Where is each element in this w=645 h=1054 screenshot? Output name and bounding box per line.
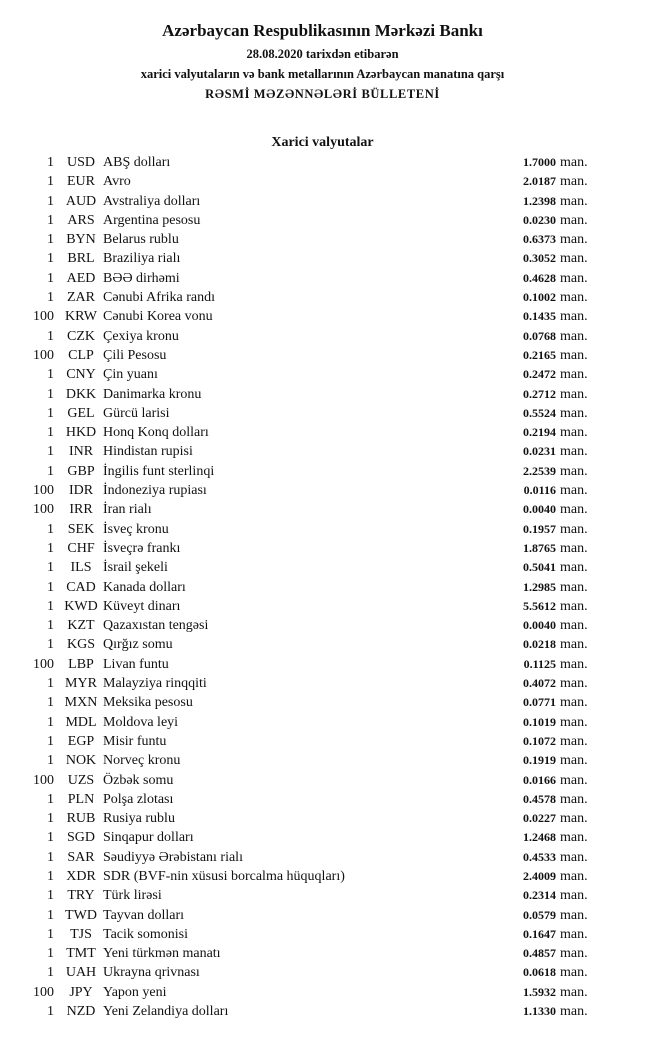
currency-code: UZS	[67, 772, 95, 788]
currency-name: Braziliya rialı	[103, 251, 181, 267]
rate-unit: man.	[560, 425, 588, 441]
currency-code: TJS	[70, 926, 92, 942]
rate-row	[0, 288, 645, 307]
currency-code: EUR	[67, 174, 95, 190]
currency-name: Küveyt dinarı	[103, 598, 181, 614]
rate-unit: man.	[560, 618, 588, 634]
currency-code: ARS	[67, 212, 95, 228]
rate-nominal: 1	[47, 733, 54, 749]
currency-code: GBP	[67, 463, 95, 479]
exchange-rate: 0.0116	[523, 483, 556, 498]
rate-row	[0, 886, 645, 905]
rate-unit: man.	[560, 598, 588, 614]
currency-code: RUB	[66, 811, 96, 827]
rate-nominal: 1	[47, 598, 54, 614]
rate-unit: man.	[560, 637, 588, 653]
currency-code: UAH	[65, 965, 97, 981]
exchange-rate: 0.0768	[523, 328, 556, 343]
rate-row	[0, 751, 645, 770]
exchange-rate: 0.0771	[523, 695, 556, 710]
rate-nominal: 1	[47, 270, 54, 286]
exchange-rate: 0.4072	[523, 676, 556, 691]
exchange-rate: 0.1919	[523, 753, 556, 768]
rate-nominal: 1	[47, 946, 54, 962]
exchange-rate: 0.1125	[523, 656, 556, 671]
currency-name: Yeni türkmən manatı	[103, 946, 221, 962]
currency-name: Qazaxıstan tengəsi	[103, 618, 209, 634]
exchange-rate: 0.1002	[523, 290, 556, 305]
exchange-rate: 0.5041	[523, 560, 556, 575]
currency-name: Ukrayna qrivnası	[103, 965, 200, 981]
currency-name: Belarus rublu	[103, 232, 179, 248]
rate-nominal: 1	[47, 174, 54, 190]
currency-code: BRL	[67, 251, 95, 267]
rate-nominal: 1	[47, 579, 54, 595]
currency-name: İngilis funt sterlinqi	[103, 463, 215, 479]
currency-code: MXN	[64, 695, 98, 711]
rate-nominal: 1	[47, 560, 54, 576]
rate-nominal: 1	[47, 907, 54, 923]
rate-unit: man.	[560, 907, 588, 923]
rate-unit: man.	[560, 290, 588, 306]
exchange-rate: 0.0040	[523, 502, 556, 517]
rate-nominal: 1	[47, 251, 54, 267]
exchange-rate: 0.5524	[523, 405, 556, 420]
currency-code: SAR	[67, 849, 95, 865]
currency-name: Çexiya kronu	[103, 328, 179, 344]
currency-name: Gürcü larisi	[103, 405, 170, 421]
currency-name: Çili Pesosu	[103, 347, 167, 363]
currency-name: Meksika pesosu	[103, 695, 193, 711]
currency-name: Norveç kronu	[103, 753, 181, 769]
exchange-rate: 1.2985	[523, 579, 556, 594]
currency-name: Çin yuanı	[103, 367, 158, 383]
rate-row	[0, 249, 645, 268]
exchange-rate: 1.2468	[523, 830, 556, 845]
currency-code: SEK	[67, 521, 95, 537]
currency-name: Tayvan dolları	[103, 907, 185, 923]
rate-row	[0, 346, 645, 365]
rate-unit: man.	[560, 347, 588, 363]
effective-date: 28.08.2020 tarixdən etibarən	[246, 47, 399, 61]
rate-unit: man.	[560, 984, 588, 1000]
exchange-rate: 0.4533	[523, 849, 556, 864]
rate-nominal: 1	[47, 463, 54, 479]
rate-row	[0, 153, 645, 172]
rate-nominal: 1	[47, 965, 54, 981]
rate-row	[0, 983, 645, 1002]
rate-row	[0, 616, 645, 635]
currency-name: Danimarka kronu	[103, 386, 202, 402]
rate-nominal: 100	[33, 656, 54, 672]
rate-row	[0, 732, 645, 751]
currency-name: Honq Konq dolları	[103, 425, 209, 441]
rate-nominal: 1	[47, 926, 54, 942]
rate-row	[0, 578, 645, 597]
rate-row	[0, 192, 645, 211]
rate-nominal: 1	[47, 193, 54, 209]
exchange-rate: 0.6373	[523, 232, 556, 247]
currency-code: INR	[68, 444, 94, 460]
rate-nominal: 1	[47, 212, 54, 228]
currency-code: LBP	[68, 656, 94, 672]
rate-nominal: 1	[47, 386, 54, 402]
section-title: Xarici valyutalar	[271, 135, 374, 150]
exchange-rate: 1.8765	[523, 540, 556, 555]
rate-unit: man.	[560, 926, 588, 942]
exchange-rate: 0.4578	[523, 791, 556, 806]
exchange-rate: 0.0230	[523, 212, 556, 227]
rate-row	[0, 828, 645, 847]
currency-name: Misir funtu	[103, 733, 167, 749]
rate-row	[0, 655, 645, 674]
rate-row	[0, 327, 645, 346]
rate-nominal: 100	[33, 772, 54, 788]
rate-unit: man.	[560, 521, 588, 537]
currency-name: Yapon yeni	[103, 984, 167, 1000]
rate-unit: man.	[560, 733, 588, 749]
exchange-rate: 0.1072	[523, 733, 556, 748]
rate-unit: man.	[560, 270, 588, 286]
rate-nominal: 1	[47, 444, 54, 460]
rate-row	[0, 867, 645, 886]
currency-code: EGP	[67, 733, 95, 749]
rate-nominal: 1	[47, 367, 54, 383]
rate-row	[0, 385, 645, 404]
currency-code: MYR	[65, 676, 97, 692]
rate-row	[0, 172, 645, 191]
rate-row	[0, 520, 645, 539]
rate-unit: man.	[560, 193, 588, 209]
rate-unit: man.	[560, 946, 588, 962]
rate-unit: man.	[560, 560, 588, 576]
exchange-rate: 1.1330	[523, 1004, 556, 1019]
currency-code: KGS	[66, 637, 95, 653]
rate-unit: man.	[560, 463, 588, 479]
currency-code: TRY	[67, 888, 95, 904]
exchange-rate: 0.1435	[523, 309, 556, 324]
currency-code: MDL	[65, 714, 97, 730]
rate-nominal: 1	[47, 888, 54, 904]
rate-nominal: 1	[47, 830, 54, 846]
currency-code: USD	[66, 155, 95, 170]
rate-nominal: 100	[33, 984, 54, 1000]
currency-code: AUD	[65, 193, 97, 209]
rate-nominal: 1	[47, 714, 54, 730]
rate-unit: man.	[560, 811, 588, 827]
exchange-rate: 0.2314	[523, 888, 556, 903]
rate-unit: man.	[560, 830, 588, 846]
exchange-rate: 0.0040	[523, 618, 556, 633]
rate-nominal: 1	[47, 328, 54, 344]
rate-unit: man.	[560, 328, 588, 344]
rate-row	[0, 539, 645, 558]
exchange-rate: 0.2165	[523, 347, 556, 362]
rate-row	[0, 713, 645, 732]
rate-row	[0, 500, 645, 519]
currency-name: Moldova leyi	[103, 714, 179, 730]
rate-nominal: 1	[47, 425, 54, 441]
currency-name: Özbək somu	[103, 772, 174, 788]
rate-unit: man.	[560, 791, 588, 807]
rate-nominal: 1	[47, 521, 54, 537]
currency-name: Avro	[103, 174, 131, 190]
rate-unit: man.	[560, 540, 588, 556]
rate-unit: man.	[560, 888, 588, 904]
rate-nominal: 1	[47, 1004, 54, 1020]
rate-nominal: 1	[47, 868, 54, 884]
rate-unit: man.	[560, 753, 588, 769]
exchange-rate: 2.4009	[523, 868, 556, 883]
currency-name: İndoneziya rupiası	[103, 483, 207, 499]
rate-unit: man.	[560, 676, 588, 692]
bank-name: Azərbaycan Respublikasının Mərkəzi Bankı	[162, 21, 483, 40]
rate-nominal: 1	[47, 618, 54, 634]
currency-name: İsveç kronu	[103, 521, 169, 537]
currency-code: BYN	[66, 232, 96, 248]
rate-unit: man.	[560, 502, 588, 518]
rate-row	[0, 211, 645, 230]
currency-name: Argentina pesosu	[103, 212, 201, 228]
exchange-rate: 0.0579	[523, 907, 556, 922]
rate-row	[0, 848, 645, 867]
rate-unit: man.	[560, 444, 588, 460]
rate-unit: man.	[560, 656, 588, 672]
currency-name: Cənubi Korea vonu	[103, 309, 213, 325]
rate-row	[0, 269, 645, 288]
currency-code: IRR	[69, 502, 93, 518]
currency-code: TMT	[66, 946, 96, 962]
rate-unit: man.	[560, 174, 588, 190]
currency-name: Sinqapur dolları	[103, 830, 194, 846]
exchange-rate: 1.7000	[523, 155, 556, 169]
rate-unit: man.	[560, 965, 588, 981]
rate-unit: man.	[560, 251, 588, 267]
exchange-rate: 0.1957	[523, 521, 556, 536]
rate-unit: man.	[560, 1004, 588, 1020]
rate-nominal: 1	[47, 155, 54, 170]
currency-code: AED	[66, 270, 96, 286]
rate-row	[0, 423, 645, 442]
rate-row	[0, 906, 645, 925]
rate-row	[0, 944, 645, 963]
exchange-rate: 0.0618	[523, 965, 556, 980]
currency-code: XDR	[66, 868, 96, 884]
rate-nominal: 100	[33, 309, 54, 325]
rate-nominal: 1	[47, 405, 54, 421]
currency-code: GEL	[67, 405, 95, 421]
currency-code: NOK	[65, 753, 97, 769]
rate-nominal: 1	[47, 676, 54, 692]
rate-nominal: 1	[47, 232, 54, 248]
currency-name: BƏƏ dirhəmi	[103, 270, 180, 286]
rate-unit: man.	[560, 232, 588, 248]
exchange-rate: 0.1019	[523, 714, 556, 729]
currency-code: ILS	[70, 560, 92, 576]
exchange-rate: 1.2398	[523, 193, 556, 208]
exchange-rate: 0.0218	[523, 637, 556, 652]
currency-name: Kanada dolları	[103, 579, 186, 595]
currency-name: Avstraliya dolları	[103, 193, 201, 209]
currency-code: CAD	[66, 579, 96, 595]
rate-unit: man.	[560, 772, 588, 788]
rate-row	[0, 635, 645, 654]
rate-row	[0, 558, 645, 577]
rate-unit: man.	[560, 212, 588, 228]
currency-name: Hindistan rupisi	[103, 444, 193, 460]
rate-unit: man.	[560, 849, 588, 865]
currency-code: IDR	[68, 483, 94, 499]
rate-row	[0, 925, 645, 944]
bulletin-title: RƏSMİ MƏZƏNNƏLƏRİ BÜLLETENİ	[205, 87, 440, 101]
currency-code: KRW	[65, 309, 97, 325]
rate-row	[0, 462, 645, 481]
rate-row	[0, 365, 645, 384]
currency-code: CNY	[66, 367, 96, 383]
rate-nominal: 1	[47, 849, 54, 865]
rate-nominal: 1	[47, 540, 54, 556]
currency-code: CHF	[67, 540, 95, 556]
exchange-rate: 0.2712	[523, 386, 556, 401]
currency-name: İsveçrə frankı	[103, 540, 181, 556]
exchange-rate: 0.1647	[523, 926, 556, 941]
rate-nominal: 1	[47, 791, 54, 807]
currency-name: İsrail şekeli	[103, 560, 168, 576]
currency-code: JPY	[69, 984, 93, 1000]
currency-code: TWD	[65, 907, 97, 923]
exchange-rate: 0.4857	[523, 946, 556, 961]
currency-name: Qırğız somu	[103, 637, 173, 653]
exchange-rate: 0.3052	[523, 251, 556, 266]
exchange-rate: 0.2472	[523, 367, 556, 382]
currency-name: Səudiyyə Ərəbistanı rialı	[103, 849, 243, 865]
currency-code: CLP	[68, 347, 94, 363]
currency-name: ABŞ dolları	[103, 155, 171, 170]
rate-nominal: 1	[47, 753, 54, 769]
rate-row	[0, 809, 645, 828]
rate-row	[0, 693, 645, 712]
rate-row	[0, 963, 645, 982]
rate-unit: man.	[560, 309, 588, 325]
currency-name: SDR (BVF-nin xüsusi borcalma hüquqları)	[103, 868, 345, 884]
currency-name: Polşa zlotası	[103, 791, 174, 807]
currency-name: Rusiya rublu	[103, 811, 175, 827]
rate-row	[0, 230, 645, 249]
rate-nominal: 100	[33, 483, 54, 499]
exchange-rate: 2.0187	[523, 174, 556, 189]
document-header	[0, 20, 645, 104]
rate-nominal: 100	[33, 347, 54, 363]
currency-name: Türk lirəsi	[103, 888, 162, 904]
exchange-rate: 2.2539	[523, 463, 556, 478]
exchange-rate: 0.2194	[523, 425, 556, 440]
currency-code: NZD	[66, 1004, 96, 1020]
currency-code: KWD	[64, 598, 98, 614]
rate-nominal: 100	[33, 502, 54, 518]
rate-row	[0, 790, 645, 809]
rate-unit: man.	[560, 155, 588, 170]
rate-unit: man.	[560, 405, 588, 421]
currency-name: Yeni Zelandiya dolları	[103, 1004, 229, 1020]
rate-row	[0, 481, 645, 500]
currency-name: Cənubi Afrika randı	[103, 290, 215, 306]
rate-unit: man.	[560, 579, 588, 595]
rate-unit: man.	[560, 386, 588, 402]
currency-name: Malayziya rinqqiti	[103, 676, 207, 692]
currency-code: DKK	[65, 386, 97, 402]
rate-row	[0, 307, 645, 326]
rate-unit: man.	[560, 483, 588, 499]
rate-nominal: 1	[47, 811, 54, 827]
rate-row	[0, 771, 645, 790]
document-subtitle: xarici valyutaların və bank metallarının Azərbaycan manatına qarşı	[140, 67, 505, 81]
currency-code: KZT	[67, 618, 95, 634]
rate-unit: man.	[560, 868, 588, 884]
rate-nominal: 1	[47, 637, 54, 653]
currency-code: CZK	[67, 328, 95, 344]
currency-name: Livan funtu	[103, 656, 169, 672]
currency-code: PLN	[67, 791, 95, 807]
currency-code: ZAR	[67, 290, 95, 306]
exchange-rate: 1.5932	[523, 984, 556, 999]
rate-row	[0, 1002, 645, 1021]
currency-name: Tacik somonisi	[103, 926, 188, 942]
rate-unit: man.	[560, 714, 588, 730]
rate-nominal: 1	[47, 290, 54, 306]
rate-row	[0, 442, 645, 461]
currency-code: SGD	[66, 830, 95, 846]
exchange-rate: 0.4628	[523, 270, 556, 285]
currency-code: HKD	[65, 425, 97, 441]
rate-unit: man.	[560, 695, 588, 711]
currency-name: İran rialı	[103, 502, 152, 518]
rate-row	[0, 597, 645, 616]
exchange-rate: 0.0166	[523, 772, 556, 787]
exchange-rate: 0.0231	[523, 444, 556, 459]
rate-nominal: 1	[47, 695, 54, 711]
rate-unit: man.	[560, 367, 588, 383]
exchange-rate: 0.0227	[523, 811, 556, 826]
rates-list	[0, 153, 645, 1021]
exchange-rate: 5.5612	[523, 598, 556, 613]
rate-row	[0, 404, 645, 423]
rate-row	[0, 674, 645, 693]
